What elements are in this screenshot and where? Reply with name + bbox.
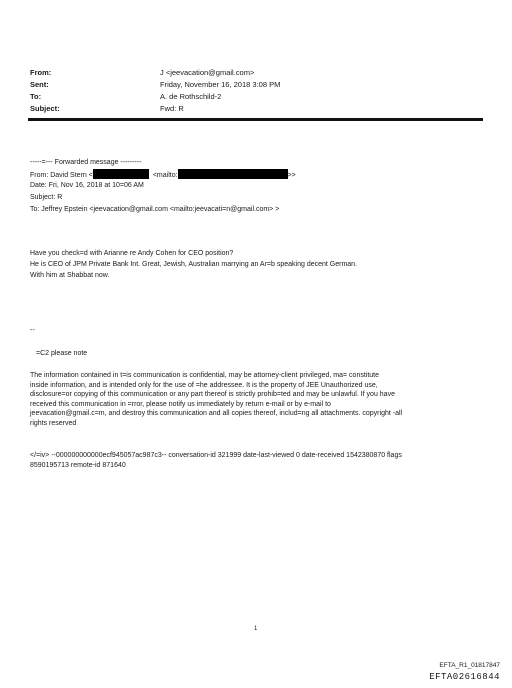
- message-metadata: [30, 451, 490, 470]
- disclaimer-line: The information contained in t=is communication is confidential, may be attorney-client privileged, ma= constitute: [30, 372, 380, 379]
- body-line-3: With him at Shabbat now.: [30, 272, 110, 279]
- forwarded-to: To: Jeffrey Epstein <jeevacation@gmail.com <mailto:jeevacati=n@gmail.com> >: [30, 206, 280, 213]
- forwarded-subject: Subject: R: [30, 194, 63, 201]
- from-label: From:: [30, 68, 52, 77]
- please-note: =C2 please note: [36, 350, 88, 357]
- body-line-1: Have you check=d with Arianne re Andy Cohen for CEO position?: [30, 250, 234, 257]
- subject-label: Subject:: [30, 104, 60, 113]
- signature-dashes: --: [30, 327, 35, 334]
- to-label: To:: [30, 92, 42, 101]
- mailto-prefix: <mailto:: [152, 172, 178, 179]
- subject-value: Fwd: R: [160, 104, 184, 113]
- disclaimer-line: rights reserved: [30, 419, 77, 427]
- redaction-block: [178, 169, 288, 179]
- metadata-line: </=iv> --000000000000ecf945057ac987c3-- conversation-id 321999 date-last-viewed 0 date-received 1542380870 flags: [30, 452, 402, 459]
- bates-number-top: EFTA_R1_01817847: [439, 662, 500, 669]
- redaction-block: [93, 169, 149, 179]
- bates-number-bottom: EFTA02616844: [429, 672, 500, 682]
- disclaimer-line: received this communication in =rror, please notify us immediately by return e-mail or by e-mail to: [30, 400, 331, 408]
- disclaimer-line: inside information, and is intended only for the use of =he addressee. It is the property of JEE Unauthorized use,: [30, 381, 378, 389]
- sent-value: Friday, November 16, 2018 3:08 PM: [160, 80, 281, 89]
- forwarded-from-line: [30, 169, 296, 180]
- metadata-line: 8590195713 remote-id 871640: [30, 461, 126, 469]
- forwarded-from-prefix: From: David Stern <: [30, 172, 93, 179]
- forwarded-date: Date: Fri, Nov 16, 2018 at 10=06 AM: [30, 182, 144, 189]
- to-value: A. de Rothschild-2: [160, 92, 222, 101]
- forwarded-marker: -----=--- Forwarded message ---------: [30, 159, 142, 166]
- forwarded-from-suffix: >>: [287, 172, 296, 179]
- from-value: J <jeevacation@gmail.com>: [160, 68, 255, 77]
- body-line-2: He is CEO of JPM Private Bank Int. Great, Jewish, Australian marrying an Ar=b speaking decent German.: [30, 261, 358, 268]
- disclaimer-line: disclosure=or copying of this communication or any part thereof is strictly prohib=ted and may be unlawful. If you have: [30, 391, 395, 399]
- disclaimer-line: jeevacation@gmail.c=m, and destroy this communication and all copies thereof, includ=ng all attachments. copyright -all: [30, 410, 403, 418]
- header-divider: [28, 118, 483, 121]
- page-number: 1: [254, 626, 258, 632]
- sent-label: Sent:: [30, 80, 49, 89]
- disclaimer-paragraph: [30, 371, 490, 429]
